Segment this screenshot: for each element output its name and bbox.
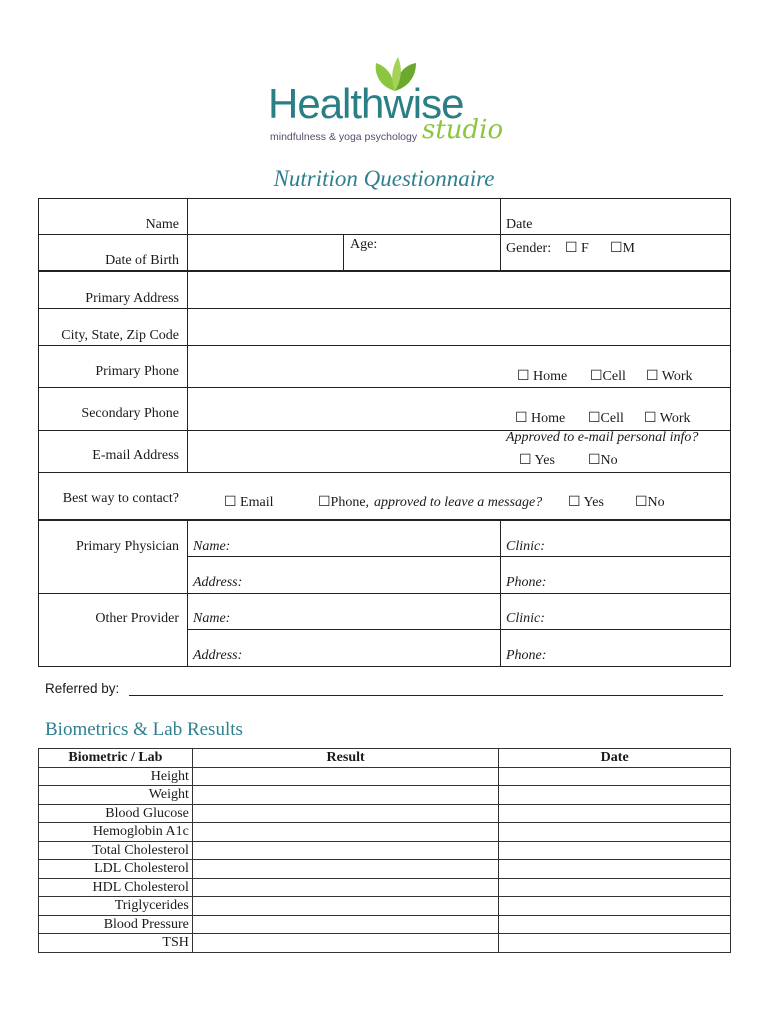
gender-m-checkbox[interactable]: ☐M [610,241,635,256]
table-row [39,860,731,879]
biometric-label: TSH [39,934,193,953]
message-no-checkbox[interactable]: ☐No [635,495,665,510]
date-label: Date [506,217,533,232]
date-field[interactable] [535,199,729,233]
secondary-phone-home-checkbox[interactable]: ☐ Home [515,411,566,426]
healthwise-logo [262,55,512,155]
table-row [39,786,731,805]
physician-name-label: Name: [193,539,231,554]
date-cell[interactable] [499,915,731,934]
table-header-row [39,749,731,768]
referred-by-label: Referred by: [45,681,120,696]
email-no-checkbox[interactable]: ☐No [588,453,618,468]
approved-email-label: Approved to e-mail personal info? [506,430,699,445]
physician-address-label: Address: [193,575,243,590]
result-cell[interactable] [192,786,499,805]
biometric-label: Total Cholesterol [39,841,193,860]
physician-phone-label: Phone: [506,575,547,590]
contact-email-checkbox[interactable]: ☐ Email [224,495,274,510]
gender-label: Gender: [506,241,552,256]
biometrics-heading: Biometrics & Lab Results [45,719,243,740]
column-header: Date [499,749,731,768]
provider-clinic-label: Clinic: [506,611,545,626]
primary-phone-cell-checkbox[interactable]: ☐Cell [590,369,626,384]
result-cell[interactable] [192,767,499,786]
primary-address-field[interactable] [188,272,729,307]
age-label: Age: [350,237,378,252]
result-cell[interactable] [192,860,499,879]
secondary-phone-work-checkbox[interactable]: ☐ Work [644,411,691,426]
result-cell[interactable] [192,804,499,823]
physician-clinic-label: Clinic: [506,539,545,554]
biometric-label: LDL Cholesterol [39,860,193,879]
result-cell[interactable] [192,823,499,842]
dob-field[interactable] [188,235,342,269]
biometric-label: Triglycerides [39,897,193,916]
name-label: Name [145,217,179,232]
contact-phone-checkbox[interactable]: ☐Phone, [318,495,370,510]
date-cell[interactable] [499,804,731,823]
date-cell[interactable] [499,767,731,786]
primary-phone-home-checkbox[interactable]: ☐ Home [517,369,568,384]
date-cell[interactable] [499,841,731,860]
table-row [39,823,731,842]
date-cell[interactable] [499,860,731,879]
city-state-zip-field[interactable] [188,309,729,344]
provider-address-label: Address: [193,648,243,663]
biometric-label: Height [39,767,193,786]
date-cell[interactable] [499,934,731,953]
table-row [39,878,731,897]
dob-label: Date of Birth [105,253,179,268]
table-row [39,767,731,786]
best-way-label: Best way to contact? [62,491,179,506]
primary-physician-label: Primary Physician [75,539,179,554]
column-header: Result [192,749,499,768]
city-state-zip-label: City, State, Zip Code [61,328,179,343]
provider-name-label: Name: [193,611,231,626]
date-cell[interactable] [499,786,731,805]
table-row [39,915,731,934]
date-cell[interactable] [499,897,731,916]
gender-f-checkbox[interactable]: ☐ F [565,241,589,256]
logo-tagline: mindfulness & yoga psychology [270,131,418,143]
biometric-label: Blood Glucose [39,804,193,823]
biometrics-table [38,748,731,953]
result-cell[interactable] [192,897,499,916]
email-label: E-mail Address [92,448,179,463]
primary-phone-label: Primary Phone [95,364,179,379]
result-cell[interactable] [192,915,499,934]
primary-phone-work-checkbox[interactable]: ☐ Work [646,369,693,384]
page-title: Nutrition Questionnaire [273,166,495,191]
result-cell[interactable] [192,934,499,953]
table-row [39,934,731,953]
logo-wordmark: Healthwise [268,80,464,127]
other-provider-label: Other Provider [95,611,179,626]
biometric-label: Blood Pressure [39,915,193,934]
biometric-label: HDL Cholesterol [39,878,193,897]
result-cell[interactable] [192,841,499,860]
table-row [39,841,731,860]
referred-by-line[interactable] [129,695,723,696]
date-cell[interactable] [499,823,731,842]
logo-studio: studio [422,115,504,145]
message-yes-checkbox[interactable]: ☐ Yes [568,495,604,510]
secondary-phone-label: Secondary Phone [81,406,179,421]
approved-message-label: approved to leave a message? [374,495,543,510]
provider-phone-label: Phone: [506,648,547,663]
secondary-phone-cell-checkbox[interactable]: ☐Cell [588,411,624,426]
table-row [39,804,731,823]
name-field[interactable] [188,199,499,233]
table-row [39,897,731,916]
result-cell[interactable] [192,878,499,897]
date-cell[interactable] [499,878,731,897]
biometric-label: Weight [39,786,193,805]
email-yes-checkbox[interactable]: ☐ Yes [519,453,555,468]
biometric-label: Hemoglobin A1c [39,823,193,842]
primary-address-label: Primary Address [85,291,179,306]
column-header: Biometric / Lab [39,749,193,768]
